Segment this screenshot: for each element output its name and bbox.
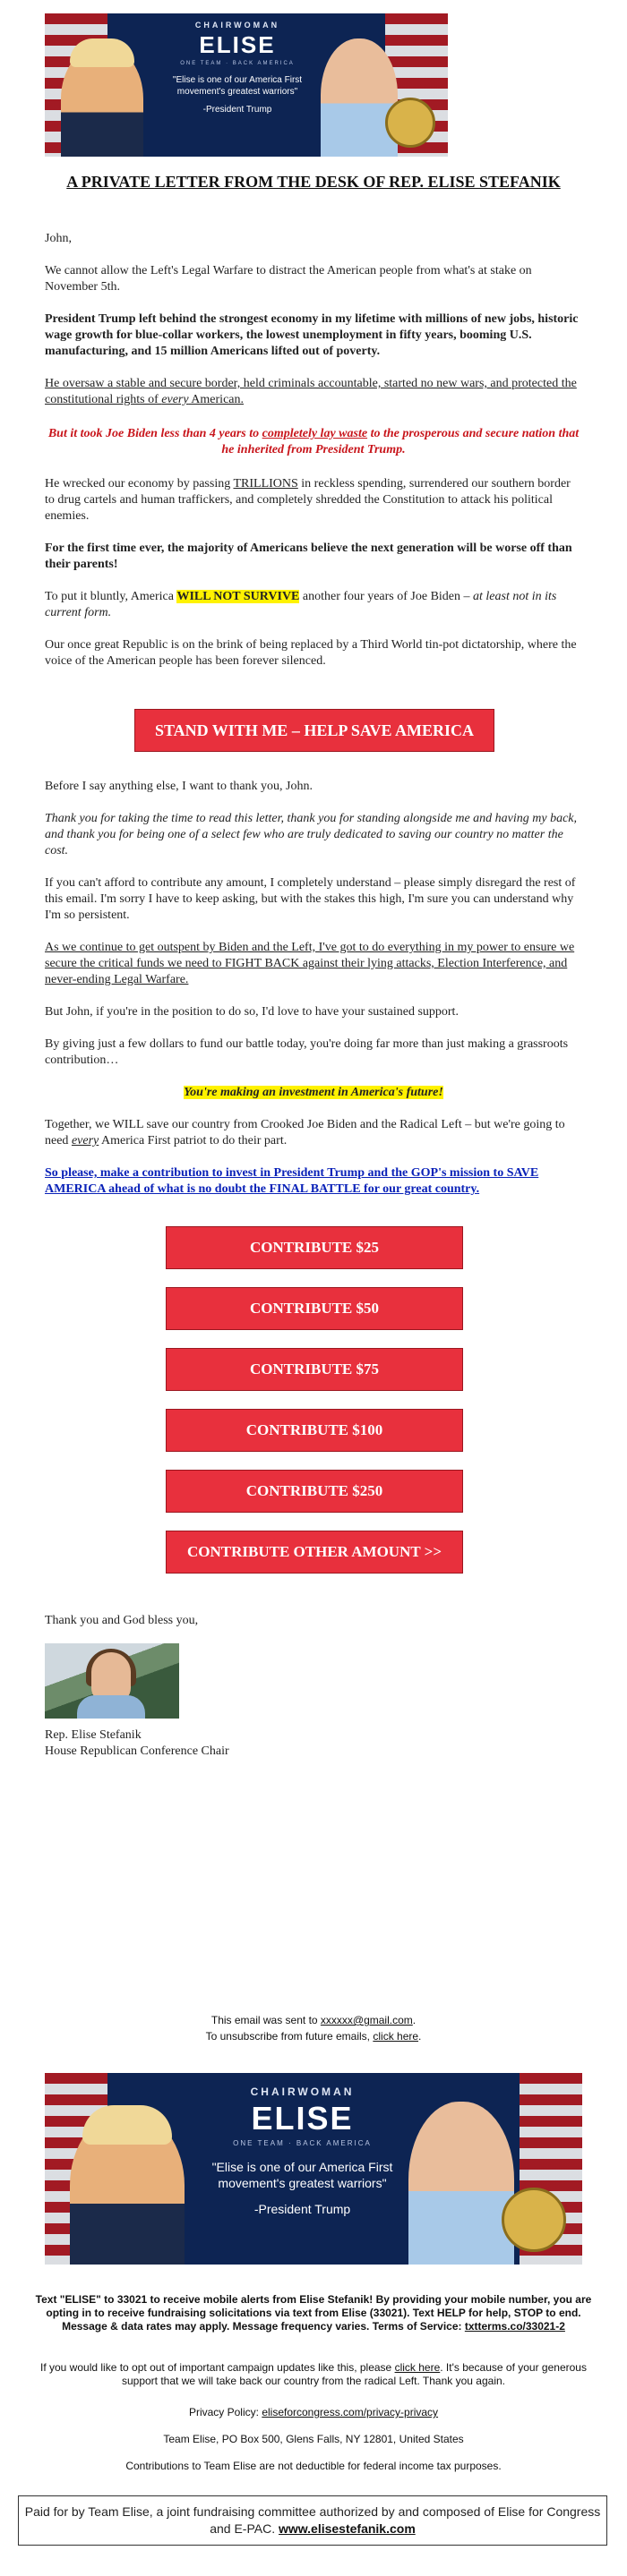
p16-text-a: Together, we WILL save our country from Crooked Joe Biden and the Radical Left – but we're going to need — [45, 1118, 565, 1147]
contribute-250-button[interactable]: CONTRIBUTE $250 — [166, 1470, 463, 1513]
tax-deductible-note: Contributions to Team Elise are not deductible for federal income tax purposes. — [125, 2460, 502, 2472]
footer-banner-text — [202, 2086, 403, 2216]
contribute-50-button[interactable]: CONTRIBUTE $50 — [166, 1287, 463, 1330]
p4-lay-waste: completely lay waste — [262, 427, 368, 440]
contribute-75-button[interactable]: CONTRIBUTE $75 — [166, 1348, 463, 1391]
investment-highlight: You're making an investment in America's future! — [184, 1086, 443, 1099]
p7-will-not-survive: WILL NOT SURVIVE — [176, 590, 300, 603]
banner-attribution: -President Trump — [253, 2202, 351, 2216]
p7-text-c: another four years of Joe Biden – — [299, 590, 474, 603]
paragraph-17[interactable] — [45, 1165, 582, 1198]
p3-text-c: American. — [188, 393, 244, 406]
paragraph-11: If you can't afford to contribute any amount, I completely understand – please simply disregard the rest of this email. I'm sorry I have to keep asking, but with the stakes this high, I'm sure you can understand why I'm so persistent. — [45, 876, 576, 922]
website-link[interactable]: www.elisestefanik.com — [279, 2521, 416, 2536]
paragraph-3 — [45, 376, 582, 408]
mailing-address: Team Elise, PO Box 500, Glens Falls, NY 12801, United States — [163, 2433, 464, 2445]
contribute-other-amount-button[interactable]: CONTRIBUTE OTHER AMOUNT >> — [166, 1531, 463, 1574]
sent-to-line — [18, 2014, 609, 2027]
contribute-25-button[interactable]: CONTRIBUTE $25 — [166, 1226, 463, 1269]
paragraph-12: As we continue to get outspent by Biden and the Left, I've got to do everything in my power to ensure we secure the critical funds we need to FIGHT BACK against their lying attacks, Election Interference, and never-ending Legal Warfare. — [45, 941, 575, 986]
sms-optin-text — [27, 2293, 600, 2333]
contribute-100-button[interactable]: CONTRIBUTE $100 — [166, 1409, 463, 1452]
elise-photo — [408, 2102, 514, 2265]
p16-text-c: America First patriot to do their part. — [99, 1134, 288, 1147]
p16-every: every — [71, 1134, 99, 1147]
p3-every: every — [161, 393, 189, 406]
endorsement-seal — [385, 98, 435, 148]
p5-text-c: in reckless spending, surrendered our southern border to drug cartels and human traffickers, and completely shredded the Constitution to attack his political enemies. — [45, 477, 571, 523]
p7-text-a: To put it bluntly, America — [45, 590, 177, 603]
sms-text: Text "ELISE" to 33021 to receive mobile alerts from Elise Stefanik! By providing your mobile number, you are opting in to receive fundraising solicitations via text from Elise (33021). Text HELP for help, STOP to end. Message & data rates may apply. Message frequency varies. Terms of Service: — [35, 2293, 592, 2333]
privacy-prefix: Privacy Policy: — [188, 2406, 262, 2418]
unsub-suffix: . — [418, 2030, 422, 2043]
p5-text-a: He wrecked our economy by passing — [45, 477, 234, 490]
letter-title: A PRIVATE LETTER FROM THE DESK OF REP. ELISE STEFANIK — [66, 173, 561, 191]
sent-prefix: This email was sent to — [210, 2014, 321, 2026]
sms-terms-link[interactable]: txtterms.co/33021-2 — [464, 2320, 565, 2333]
sent-suffix: . — [412, 2014, 417, 2026]
p4-text-c: to the prosperous and secure nation that he inherited from President Trump. — [221, 427, 580, 456]
signature-photo — [45, 1643, 179, 1719]
paragraph-16 — [45, 1117, 582, 1149]
banner-kicker: CHAIRWOMAN — [250, 2086, 355, 2098]
footer-banner — [45, 2073, 582, 2265]
paragraph-5 — [45, 476, 582, 525]
unsub-prefix: To unsubscribe from future emails, — [205, 2030, 374, 2043]
paragraph-1: We cannot allow the Left's Legal Warfare to distract the American people from what's at stake on November 5th. — [45, 264, 532, 294]
paragraph-14: By giving just a few dollars to fund our battle today, you're doing far more than just making a grassroots contribution… — [45, 1037, 569, 1067]
paragraph-7 — [45, 589, 582, 621]
paragraph-9: Before I say anything else, I want to thank you, John. — [45, 780, 313, 793]
signature-name: Rep. Elise Stefanik — [45, 1728, 142, 1742]
endorsement-seal — [502, 2188, 566, 2252]
p3-text-a: He oversaw a stable and secure border, held criminals accountable, started no new wars, and protected the constitutional rights of — [45, 377, 577, 406]
optout-text — [27, 2361, 600, 2388]
optout-prefix: If you would like to opt out of important campaign updates like this, please — [40, 2361, 395, 2374]
unsubscribe-link[interactable]: click here — [373, 2030, 419, 2043]
banner-quote: "Elise is one of our America First movement's greatest warriors" — [172, 75, 303, 97]
unsubscribe-line — [18, 2030, 609, 2043]
optout-link[interactable]: click here — [394, 2361, 441, 2374]
banner-text — [161, 21, 314, 115]
paragraph-4 — [45, 426, 582, 458]
banner-attribution: -President Trump — [202, 105, 272, 115]
greeting: John, — [45, 232, 72, 245]
paragraph-15 — [45, 1085, 582, 1101]
paragraph-6: For the first time ever, the majority of Americans believe the next generation will be worse off than their parents! — [45, 542, 572, 571]
header-banner — [45, 13, 448, 157]
paid-for-text: Paid for by Team Elise, a joint fundraising committee authorized by and composed of Elise for Congress and E-PAC. — [24, 2504, 601, 2536]
paragraph-2: President Trump left behind the strongest economy in my lifetime with millions of new jobs, historic wage growth for blue-collar workers, the lowest unemployment in fifty years, booming U.S. manufacturing, and 15 million Americans lifted out of poverty. — [45, 312, 579, 358]
banner-name: ELISE — [251, 2100, 354, 2137]
privacy-line — [18, 2406, 609, 2419]
signature-title: House Republican Conference Chair — [45, 1744, 229, 1758]
banner-kicker: CHAIRWOMAN — [194, 21, 280, 30]
banner-name: ELISE — [199, 31, 276, 58]
p4-text-a: But it took Joe Biden less than 4 years to — [47, 427, 262, 440]
paragraph-8: Our once great Republic is on the brink of being replaced by a Third World tin-pot dictatorship, where the voice of the American people has been forever silenced. — [45, 638, 577, 668]
paid-for-disclaimer — [18, 2495, 607, 2546]
p7-text-d: at least not in its current form. — [45, 590, 557, 619]
optout-suffix: . It's because of your generous support that we will take back our country from the radical Left. Thank you again. — [121, 2361, 587, 2387]
closing: Thank you and God bless you, — [45, 1614, 199, 1627]
trump-photo — [61, 46, 143, 157]
banner-quote: "Elise is one of our America First movement's greatest warriors" — [211, 2160, 393, 2190]
banner-sub: ONE TEAM · BACK AMERICA — [180, 61, 295, 66]
elise-photo — [321, 38, 398, 157]
p5-trillions: TRILLIONS — [233, 477, 298, 490]
stand-with-me-button[interactable]: STAND WITH ME – HELP SAVE AMERICA — [134, 709, 494, 752]
trump-photo — [70, 2112, 185, 2265]
contribution-link[interactable]: So please, make a contribution to invest in President Trump and the GOP's mission to SAVE AMERICA ahead of what is no doubt the FINAL BATTLE for our great country. — [45, 1166, 539, 1196]
banner-sub: ONE TEAM · BACK AMERICA — [233, 2139, 372, 2147]
recipient-email-link[interactable]: xxxxxx@gmail.com — [320, 2014, 413, 2026]
privacy-policy-link[interactable]: eliseforcongress.com/privacy-privacy — [262, 2406, 439, 2418]
paragraph-13: But John, if you're in the position to do so, I'd love to have your sustained support. — [45, 1005, 459, 1019]
paragraph-10: Thank you for taking the time to read this letter, thank you for standing alongside me and having my back, and thank you for being one of a select few who are truly dedicated to saving our country no matter the cost. — [45, 812, 578, 857]
